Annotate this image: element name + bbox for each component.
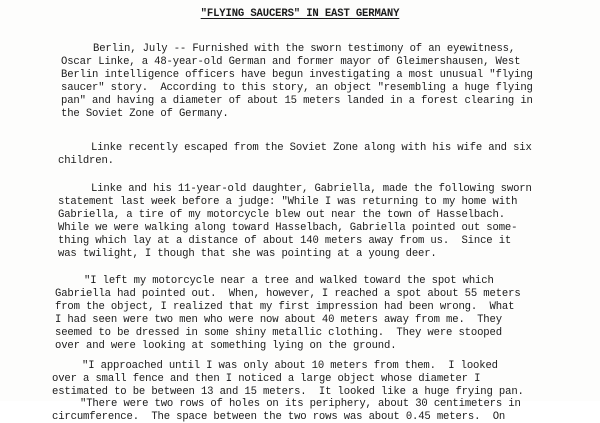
paragraph-3-line-1: Linke and his 11-year-old daughter, Gabriella, made the following sworn <box>91 183 532 195</box>
paragraph-1-line-1: Berlin, July -- Furnished with the sworn testimony of an eyewitness, <box>93 43 516 55</box>
paragraph-1-line-4: saucer" story. According to this story, an object "resembling a huge flying <box>61 82 533 94</box>
paragraph-1-line-2: Oscar Linke, a 48-year-old German and former mayor of Gleimershausen, West <box>61 56 521 68</box>
paragraph-4-line-3: from the object, I realized that my first impression had been wrong. What <box>55 301 515 313</box>
paragraph-3-line-2: statement last week before a judge: "While I was returning to my home with <box>58 196 518 208</box>
paragraph-3-line-6: was twilight, I though that she was pointing at a young deer. <box>58 248 437 260</box>
paragraph-4-line-5: seemed to be dressed in some shiny metallic clothing. They were stooped <box>55 327 502 339</box>
paragraph-6-line-1: "There were two rows of holes on its periphery, about 30 centimeters in <box>80 398 521 410</box>
paragraph-2-line-1: Linke recently escaped from the Soviet Zone along with his wife and six <box>91 142 532 154</box>
paragraph-5-line-3: estimated to be between 13 and 15 meters. It looked like a huge frying pan. <box>52 386 524 398</box>
paragraph-5-line-1: "I approached until I was only about 10 meters from them. I looked <box>82 360 498 372</box>
paragraph-3-line-3: Gabriella, a tire of my motorcycle blew out near the town of Hasselbach. <box>58 209 505 221</box>
paragraph-4-line-4: I had seen were two men who were now about 40 meters away from me. They <box>55 314 502 326</box>
paragraph-1-line-5: pan" and having a diameter of about 15 meters landed in a forest clearing in <box>61 95 533 107</box>
paragraph-6-line-2: circumference. The space between the two rows was about 0.45 meters. On <box>52 411 506 423</box>
paragraph-3-line-4: While we were walking along toward Hasselbach, Gabriella pointed out some- <box>58 222 518 234</box>
paragraph-5-line-2: over a small fence and then I noticed a large object whose diameter I <box>52 373 481 385</box>
paragraph-4-line-2: Gabriella had pointed out. When, however, I reached a spot about 55 meters <box>55 288 521 300</box>
paragraph-1-line-3: Berlin intelligence officers have begun investigating a most unusual "flying <box>61 69 533 81</box>
paragraph-2-line-2: children. <box>58 155 114 167</box>
paragraph-1-line-6: the Soviet Zone of Germany. <box>61 108 229 120</box>
paragraph-4-line-1: "I left my motorcycle near a tree and walked toward the spot which <box>84 275 494 287</box>
paragraph-4-line-6: over and were looking at something lying on the ground. <box>55 340 397 352</box>
document-title: "FLYING SAUCERS" IN EAST GERMANY <box>200 8 400 20</box>
paragraph-3-line-5: thing which lay at a distance of about 140 meters away from us. Since it <box>58 235 512 247</box>
